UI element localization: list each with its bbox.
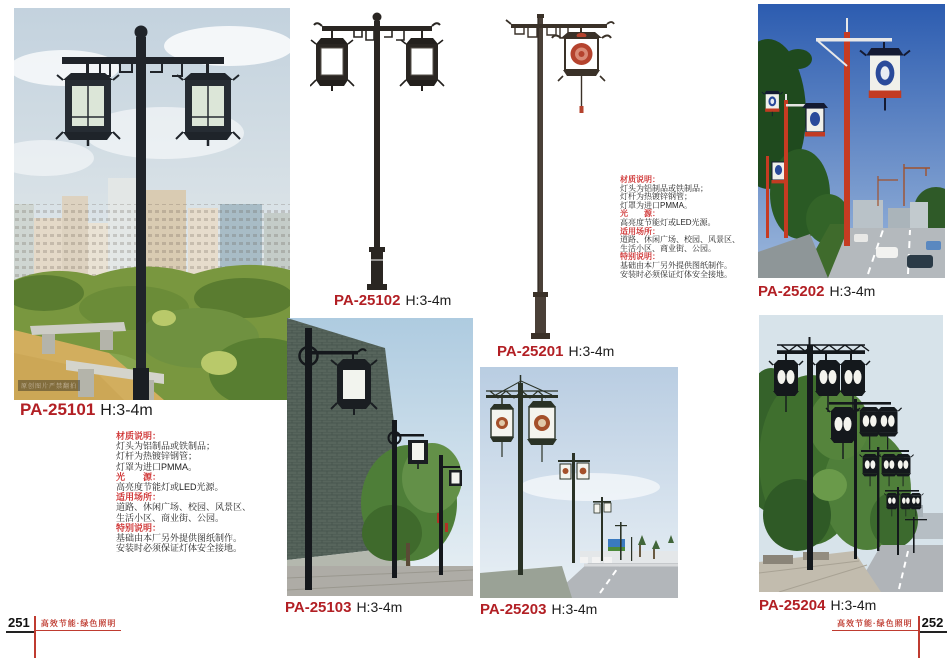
spec-line: 灯杆为热镀锌钢管； — [620, 192, 692, 202]
product-code: PA-25204 — [759, 597, 826, 614]
photo-watermark: 原创图片严禁翻拍 — [18, 380, 80, 391]
spec-line: 道路、休闲广场、校园、风景区、 — [620, 235, 740, 245]
photo-pa25203 — [480, 367, 678, 598]
product-height: H:3-4m — [829, 283, 876, 299]
product-code: PA-25101 — [20, 400, 96, 419]
spec-line: 道路、休闲广场、校园、风景区、 — [116, 502, 252, 513]
product-height: H:3-4m — [551, 601, 598, 617]
footer-right — [832, 616, 947, 658]
spec-line: 光 源： — [620, 209, 660, 219]
product-code: PA-25102 — [334, 292, 401, 309]
spec-line: 基础由本厂另外提供图纸制作。 — [620, 260, 732, 270]
drawing-pa25201 — [495, 6, 645, 342]
spec-line: 灯头为铝制品或铁制品； — [116, 441, 216, 452]
spec-line: 材质说明： — [116, 431, 162, 441]
product-code: PA-25201 — [497, 343, 564, 360]
product-height: H:3-4m — [830, 597, 877, 613]
product-code: PA-25203 — [480, 601, 547, 618]
spec-line: 材质说明： — [620, 175, 660, 184]
photo-pa25103 — [287, 318, 473, 596]
drawing-pa25102 — [310, 8, 470, 292]
product-height: H:3-4m — [568, 343, 615, 359]
page-number-left: 251 — [6, 616, 34, 633]
spec-line: 光 源： — [116, 471, 162, 482]
spec-line: 高亮度节能灯或LED光源。 — [116, 482, 224, 493]
spec-line: 灯头为铝制品或铁制品； — [620, 183, 708, 193]
spec-line: 高亮度节能灯或LED光源。 — [620, 217, 716, 227]
spec-line: 特别说明： — [116, 522, 162, 533]
product-label-pa25204 — [759, 597, 876, 615]
spec-line: 安装时必须保证灯体安全接地。 — [116, 543, 243, 554]
footer-slogan-right: 高效节能·绿色照明 — [832, 616, 918, 631]
product-label-pa25101 — [20, 401, 153, 420]
photo-pa25202-art — [758, 4, 945, 278]
product-height: H:3-4m — [100, 402, 153, 419]
product-height: H:3-4m — [356, 599, 403, 615]
spec-line: 特别说明： — [620, 252, 660, 262]
photo-pa25203-art — [480, 367, 678, 598]
product-label-pa25202 — [758, 283, 875, 301]
spec-line: 灯罩为进口PMMA。 — [116, 461, 198, 472]
lamp-drawing-icon — [310, 8, 470, 292]
spec-line: 适用场所： — [116, 492, 162, 503]
photo-pa25204 — [759, 315, 943, 592]
photo-pa25202 — [758, 4, 945, 278]
photo-pa25204-art — [759, 315, 943, 592]
photo-pa25101 — [14, 8, 290, 400]
spec-block-right — [620, 176, 780, 279]
product-label-pa25201 — [497, 343, 614, 361]
spec-line: 灯杆为热镀锌钢管； — [116, 451, 198, 462]
lamp-drawing-icon — [495, 6, 645, 342]
spec-line: 适用场所： — [620, 226, 660, 236]
product-label-pa25102 — [334, 292, 451, 310]
product-label-pa25203 — [480, 601, 597, 619]
spec-line: 灯罩为进口PMMA。 — [620, 200, 692, 210]
photo-pa25103-art — [287, 318, 473, 596]
product-code: PA-25202 — [758, 283, 825, 300]
product-label-pa25103 — [285, 599, 402, 617]
footer-left — [6, 616, 121, 658]
page-number-right: 252 — [920, 616, 948, 633]
spec-line: 基础由本厂另外提供图纸制作。 — [116, 533, 243, 544]
spec-line: 安装时必须保证灯体安全接地。 — [620, 269, 732, 279]
product-height: H:3-4m — [405, 292, 452, 308]
product-code: PA-25103 — [285, 599, 352, 616]
spec-block-left — [116, 431, 311, 553]
footer-slogan-left: 高效节能·绿色照明 — [36, 616, 122, 631]
spec-line: 生活小区、商业街、公园。 — [116, 512, 225, 523]
photo-pa25101-art — [14, 8, 290, 400]
spec-line: 生活小区、商业街、公园。 — [620, 243, 716, 253]
